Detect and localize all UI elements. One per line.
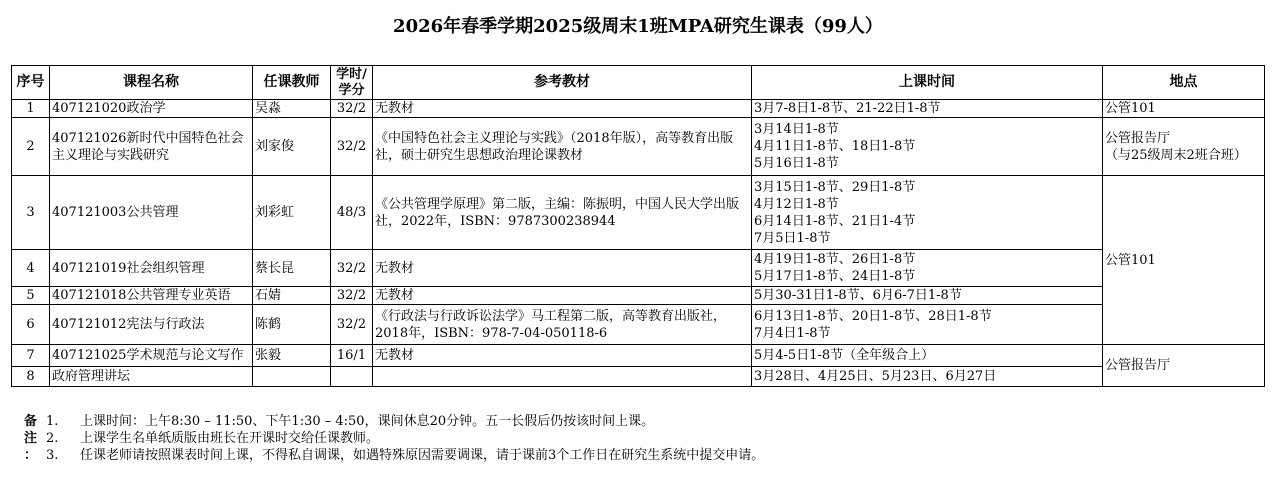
header-teacher: 任课教师 — [253, 66, 331, 100]
cell-time: 4月19日1-8节、26日1-8节 5月17日1-8节、24日1-8节 — [752, 250, 1103, 287]
cell-time: 3月28日、4月25日、5月23日、6月27日 — [752, 367, 1103, 387]
cell-course: 政府管理讲坛 — [50, 367, 253, 387]
cell-course: 407121020政治学 — [50, 100, 253, 118]
header-hours: 学时/ 学分 — [331, 66, 373, 100]
cell-textbook — [373, 367, 752, 387]
cell-location: 公管101 — [1103, 176, 1265, 345]
cell-hours: 32/2 — [331, 287, 373, 305]
cell-hours: 32/2 — [331, 100, 373, 118]
cell-no: 6 — [12, 305, 50, 345]
table-row — [12, 345, 1265, 367]
header-row — [12, 66, 1265, 100]
cell-time: 6月13日1-8节、20日1-8节、28日1-8节 7月4日1-8节 — [752, 305, 1103, 345]
cell-hours: 32/2 — [331, 118, 373, 176]
note-item — [24, 430, 764, 447]
cell-location: 公管报告厅 （与25级周末2班合班） — [1103, 118, 1265, 176]
page-title: 2026年春季学期2025级周末1班MPA研究生课表（99人） — [393, 16, 883, 37]
cell-location: 公管报告厅 — [1103, 345, 1265, 387]
notes-mark: 备 — [24, 414, 38, 429]
note-text: 上课学生名单纸质版由班长在开课时交给任课教师。 — [80, 431, 380, 446]
note-text: 上课时间：上午8:30 – 11:50、下午1:30 – 4:50，课间休息20分钟。五一长假后仍按该时间上课。 — [80, 414, 655, 429]
note-text: 任课老师请按照课表时间上课，不得私自调课，如遇特殊原因需要调课，请于课前3个工作日在研究生系统中提交申请。 — [80, 448, 765, 463]
table-row — [12, 100, 1265, 118]
cell-teacher: 刘家俊 — [253, 118, 331, 176]
note-number: 3. — [46, 448, 59, 463]
cell-course: 407121019社会组织管理 — [50, 250, 253, 287]
notes-mark: 注 — [24, 431, 38, 446]
cell-course: 407121018公共管理专业英语 — [50, 287, 253, 305]
cell-course: 407121026新时代中国特色社会主义理论与实践研究 — [50, 118, 253, 176]
cell-teacher: 石婧 — [253, 287, 331, 305]
cell-teacher: 吴淼 — [253, 100, 331, 118]
cell-no: 8 — [12, 367, 50, 387]
cell-textbook: 无教材 — [373, 345, 752, 367]
note-item — [24, 447, 764, 464]
cell-teacher — [253, 367, 331, 387]
cell-hours: 16/1 — [331, 345, 373, 367]
table-row — [12, 250, 1265, 287]
cell-hours — [331, 367, 373, 387]
table-row — [12, 287, 1265, 305]
cell-time: 5月4-5日1-8节（全年级合上） — [752, 345, 1103, 367]
notes-mark: ： — [24, 448, 38, 463]
cell-course: 407121012宪法与行政法 — [50, 305, 253, 345]
cell-time: 3月15日1-8节、29日1-8节 4月12日1-8节 6月14日1-8节、21日1-4节 7月5日1-8节 — [752, 176, 1103, 250]
table-row — [12, 305, 1265, 345]
header-course: 课程名称 — [50, 66, 253, 100]
cell-time: 3月7-8日1-8节、21-22日1-8节 — [752, 100, 1103, 118]
cell-teacher: 张毅 — [253, 345, 331, 367]
cell-no: 7 — [12, 345, 50, 367]
schedule-table — [11, 65, 1265, 387]
cell-time: 3月14日1-8节 4月11日1-8节、18日1-8节 5月16日1-8节 — [752, 118, 1103, 176]
cell-no: 1 — [12, 100, 50, 118]
note-item — [24, 413, 764, 430]
cell-no: 4 — [12, 250, 50, 287]
cell-textbook: 无教材 — [373, 250, 752, 287]
cell-textbook: 《中国特色社会主义理论与实践》（2018年版），高等教育出版社，硕士研究生思想政治理论课教材 — [373, 118, 752, 176]
cell-textbook: 无教材 — [373, 100, 752, 118]
note-number: 2. — [46, 431, 59, 446]
cell-textbook: 《公共管理学原理》第二版，主编：陈振明，中国人民大学出版社，2022年，ISBN：9787300238944 — [373, 176, 752, 250]
cell-no: 5 — [12, 287, 50, 305]
cell-hours: 32/2 — [331, 305, 373, 345]
cell-course: 407121025学术规范与论文写作 — [50, 345, 253, 367]
cell-hours: 48/3 — [331, 176, 373, 250]
note-number: 1. — [46, 414, 59, 429]
cell-no: 2 — [12, 118, 50, 176]
cell-textbook: 无教材 — [373, 287, 752, 305]
cell-teacher: 陈鹤 — [253, 305, 331, 345]
table-row — [12, 176, 1265, 250]
cell-teacher: 刘彩虹 — [253, 176, 331, 250]
cell-textbook: 《行政法与行政诉讼法学》马工程第二版，高等教育出版社，2018年，ISBN：978-7-04-050118-6 — [373, 305, 752, 345]
cell-hours: 32/2 — [331, 250, 373, 287]
header-no: 序号 — [12, 66, 50, 100]
notes-section — [24, 413, 764, 464]
table-row — [12, 367, 1265, 387]
table-row — [12, 118, 1265, 176]
cell-time: 5月30-31日1-8节、6月6-7日1-8节 — [752, 287, 1103, 305]
header-time: 上课时间 — [752, 66, 1103, 100]
header-textbook: 参考教材 — [373, 66, 752, 100]
cell-teacher: 蔡长昆 — [253, 250, 331, 287]
cell-location: 公管101 — [1103, 100, 1265, 118]
cell-course: 407121003公共管理 — [50, 176, 253, 250]
cell-no: 3 — [12, 176, 50, 250]
header-location: 地点 — [1103, 66, 1265, 100]
